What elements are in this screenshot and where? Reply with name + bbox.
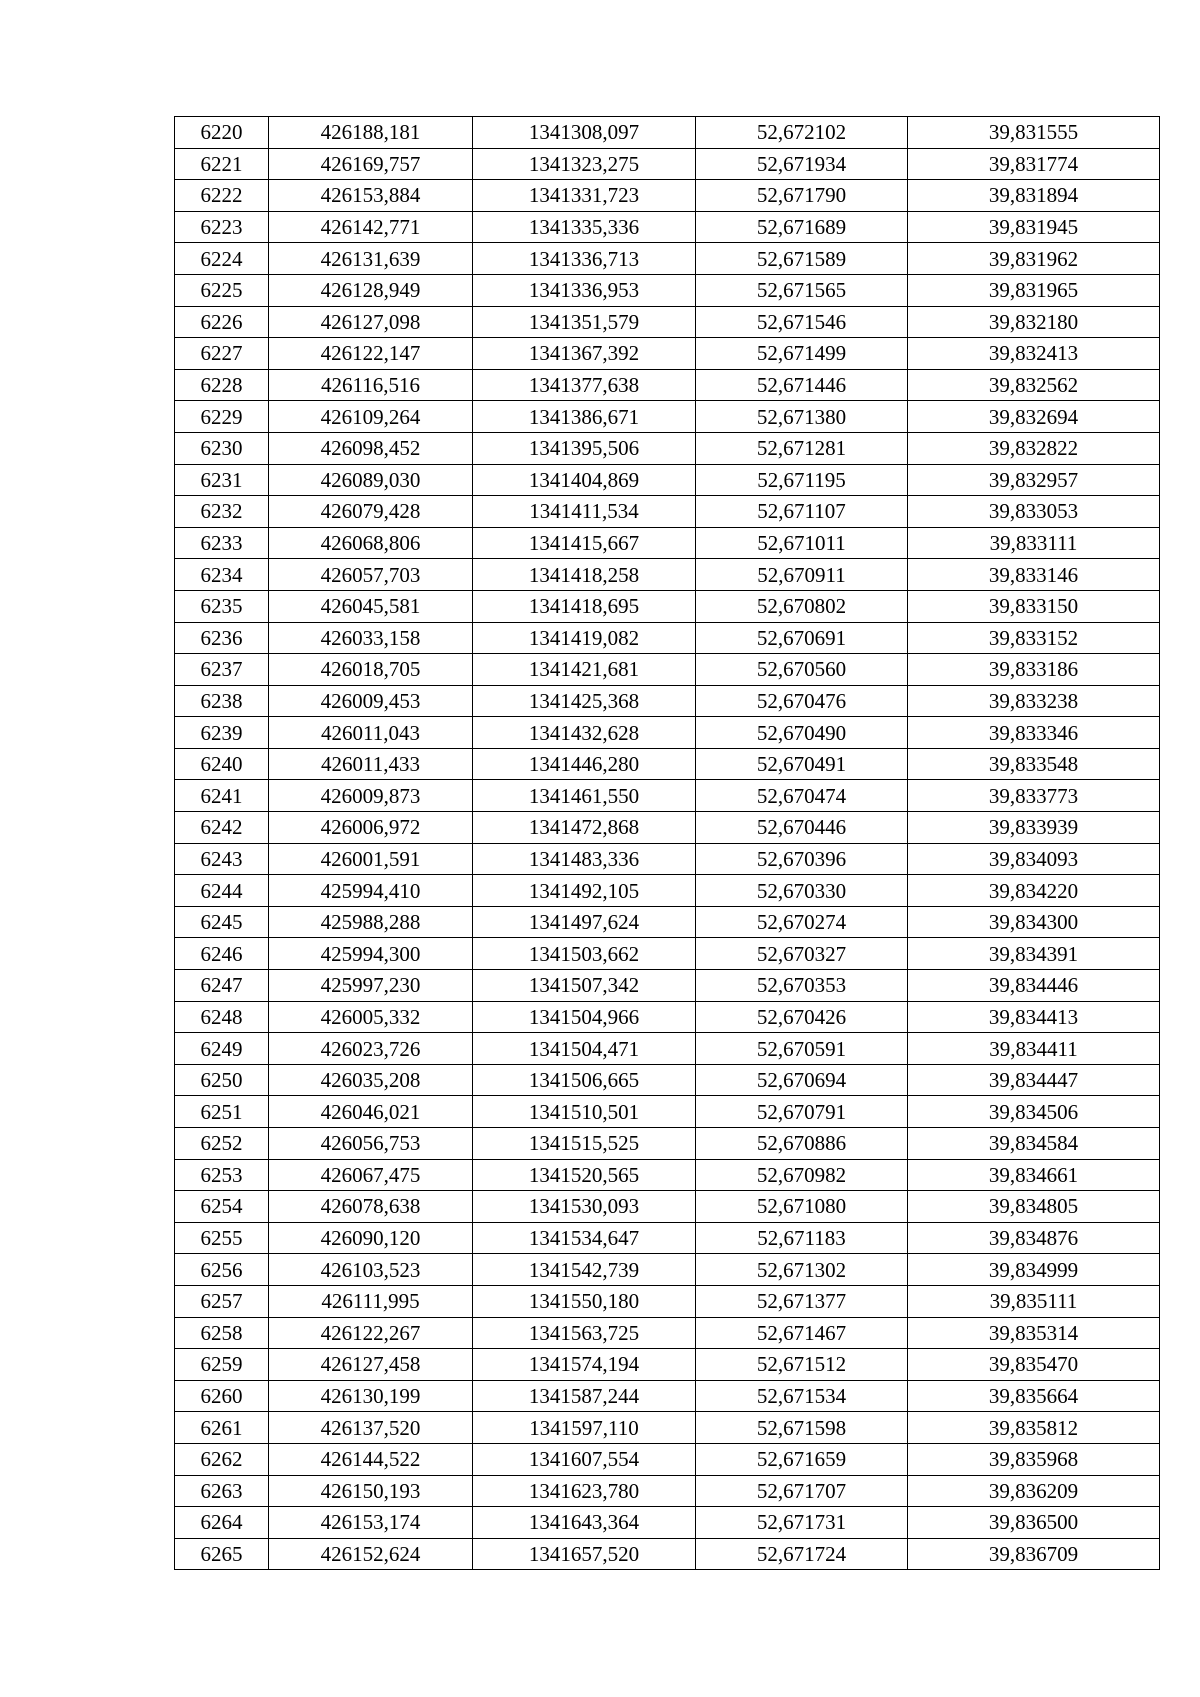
x-coordinate-cell: 426127,458: [269, 1349, 473, 1381]
x-coordinate-cell: 426122,147: [269, 338, 473, 370]
latitude-cell: 52,671707: [696, 1475, 908, 1507]
latitude-cell: 52,671689: [696, 211, 908, 243]
table-row: [175, 1096, 1160, 1128]
point-number-cell: 6256: [175, 1254, 269, 1286]
point-number-cell: 6262: [175, 1443, 269, 1475]
table-row: [175, 306, 1160, 338]
longitude-cell: 39,831894: [908, 180, 1160, 212]
table-row: [175, 622, 1160, 654]
longitude-cell: 39,835664: [908, 1380, 1160, 1412]
longitude-cell: 39,834411: [908, 1033, 1160, 1065]
x-coordinate-cell: 426057,703: [269, 559, 473, 591]
y-coordinate-cell: 1341351,579: [473, 306, 696, 338]
x-coordinate-cell: 426079,428: [269, 496, 473, 528]
table-row: [175, 1001, 1160, 1033]
table-row: [175, 1254, 1160, 1286]
y-coordinate-cell: 1341461,550: [473, 780, 696, 812]
latitude-cell: 52,670476: [696, 685, 908, 717]
y-coordinate-cell: 1341530,093: [473, 1191, 696, 1223]
table-row: [175, 1128, 1160, 1160]
x-coordinate-cell: 426169,757: [269, 148, 473, 180]
point-number-cell: 6261: [175, 1412, 269, 1444]
y-coordinate-cell: 1341497,624: [473, 906, 696, 938]
y-coordinate-cell: 1341472,868: [473, 812, 696, 844]
x-coordinate-cell: 426001,591: [269, 843, 473, 875]
x-coordinate-cell: 426078,638: [269, 1191, 473, 1223]
latitude-cell: 52,671589: [696, 243, 908, 275]
latitude-cell: 52,670396: [696, 843, 908, 875]
x-coordinate-cell: 426023,726: [269, 1033, 473, 1065]
y-coordinate-cell: 1341504,471: [473, 1033, 696, 1065]
longitude-cell: 39,831962: [908, 243, 1160, 275]
table-row: [175, 938, 1160, 970]
x-coordinate-cell: 426152,624: [269, 1538, 473, 1570]
table-row: [175, 1222, 1160, 1254]
table-row: [175, 338, 1160, 370]
point-number-cell: 6259: [175, 1349, 269, 1381]
table-row: [175, 685, 1160, 717]
table-row: [175, 496, 1160, 528]
y-coordinate-cell: 1341483,336: [473, 843, 696, 875]
x-coordinate-cell: 426127,098: [269, 306, 473, 338]
x-coordinate-cell: 426018,705: [269, 654, 473, 686]
x-coordinate-cell: 426122,267: [269, 1317, 473, 1349]
latitude-cell: 52,670426: [696, 1001, 908, 1033]
y-coordinate-cell: 1341418,258: [473, 559, 696, 591]
latitude-cell: 52,670274: [696, 906, 908, 938]
latitude-cell: 52,671380: [696, 401, 908, 433]
x-coordinate-cell: 426137,520: [269, 1412, 473, 1444]
table-row: [175, 1064, 1160, 1096]
latitude-cell: 52,671080: [696, 1191, 908, 1223]
x-coordinate-cell: 426011,433: [269, 748, 473, 780]
table-row: [175, 812, 1160, 844]
longitude-cell: 39,834584: [908, 1128, 1160, 1160]
table-row: [175, 654, 1160, 686]
longitude-cell: 39,833111: [908, 527, 1160, 559]
table-row: [175, 1191, 1160, 1223]
coordinates-table: [174, 116, 1160, 1570]
table-row: [175, 243, 1160, 275]
table-row: [175, 843, 1160, 875]
x-coordinate-cell: 426144,522: [269, 1443, 473, 1475]
latitude-cell: 52,670327: [696, 938, 908, 970]
point-number-cell: 6233: [175, 527, 269, 559]
x-coordinate-cell: 426111,995: [269, 1285, 473, 1317]
y-coordinate-cell: 1341504,966: [473, 1001, 696, 1033]
longitude-cell: 39,832694: [908, 401, 1160, 433]
table-row: [175, 211, 1160, 243]
point-number-cell: 6244: [175, 875, 269, 907]
x-coordinate-cell: 426005,332: [269, 1001, 473, 1033]
table-row: [175, 1475, 1160, 1507]
longitude-cell: 39,832180: [908, 306, 1160, 338]
point-number-cell: 6234: [175, 559, 269, 591]
y-coordinate-cell: 1341507,342: [473, 970, 696, 1002]
latitude-cell: 52,670490: [696, 717, 908, 749]
table-row: [175, 717, 1160, 749]
latitude-cell: 52,670886: [696, 1128, 908, 1160]
x-coordinate-cell: 426153,884: [269, 180, 473, 212]
x-coordinate-cell: 425988,288: [269, 906, 473, 938]
point-number-cell: 6253: [175, 1159, 269, 1191]
latitude-cell: 52,670911: [696, 559, 908, 591]
point-number-cell: 6220: [175, 117, 269, 149]
longitude-cell: 39,831965: [908, 274, 1160, 306]
coordinates-table-body: [175, 117, 1160, 1570]
latitude-cell: 52,671377: [696, 1285, 908, 1317]
y-coordinate-cell: 1341432,628: [473, 717, 696, 749]
x-coordinate-cell: 425994,300: [269, 938, 473, 970]
longitude-cell: 39,834300: [908, 906, 1160, 938]
longitude-cell: 39,835111: [908, 1285, 1160, 1317]
y-coordinate-cell: 1341367,392: [473, 338, 696, 370]
y-coordinate-cell: 1341446,280: [473, 748, 696, 780]
table-row: [175, 1412, 1160, 1444]
point-number-cell: 6251: [175, 1096, 269, 1128]
y-coordinate-cell: 1341377,638: [473, 369, 696, 401]
x-coordinate-cell: 426150,193: [269, 1475, 473, 1507]
y-coordinate-cell: 1341550,180: [473, 1285, 696, 1317]
longitude-cell: 39,833053: [908, 496, 1160, 528]
latitude-cell: 52,671565: [696, 274, 908, 306]
longitude-cell: 39,833773: [908, 780, 1160, 812]
table-row: [175, 1538, 1160, 1570]
y-coordinate-cell: 1341534,647: [473, 1222, 696, 1254]
point-number-cell: 6230: [175, 432, 269, 464]
longitude-cell: 39,836209: [908, 1475, 1160, 1507]
point-number-cell: 6241: [175, 780, 269, 812]
longitude-cell: 39,832957: [908, 464, 1160, 496]
table-row: [175, 1285, 1160, 1317]
y-coordinate-cell: 1341506,665: [473, 1064, 696, 1096]
y-coordinate-cell: 1341386,671: [473, 401, 696, 433]
latitude-cell: 52,671011: [696, 527, 908, 559]
y-coordinate-cell: 1341587,244: [473, 1380, 696, 1412]
table-row: [175, 432, 1160, 464]
y-coordinate-cell: 1341419,082: [473, 622, 696, 654]
table-row: [175, 1380, 1160, 1412]
point-number-cell: 6264: [175, 1507, 269, 1539]
point-number-cell: 6248: [175, 1001, 269, 1033]
latitude-cell: 52,671598: [696, 1412, 908, 1444]
longitude-cell: 39,832822: [908, 432, 1160, 464]
table-row: [175, 1443, 1160, 1475]
point-number-cell: 6263: [175, 1475, 269, 1507]
y-coordinate-cell: 1341335,336: [473, 211, 696, 243]
y-coordinate-cell: 1341415,667: [473, 527, 696, 559]
y-coordinate-cell: 1341404,869: [473, 464, 696, 496]
table-row: [175, 1507, 1160, 1539]
point-number-cell: 6239: [175, 717, 269, 749]
table-row: [175, 780, 1160, 812]
y-coordinate-cell: 1341336,953: [473, 274, 696, 306]
latitude-cell: 52,671731: [696, 1507, 908, 1539]
latitude-cell: 52,670491: [696, 748, 908, 780]
latitude-cell: 52,670791: [696, 1096, 908, 1128]
x-coordinate-cell: 426089,030: [269, 464, 473, 496]
latitude-cell: 52,671195: [696, 464, 908, 496]
point-number-cell: 6222: [175, 180, 269, 212]
y-coordinate-cell: 1341607,554: [473, 1443, 696, 1475]
latitude-cell: 52,670474: [696, 780, 908, 812]
table-row: [175, 590, 1160, 622]
point-number-cell: 6245: [175, 906, 269, 938]
point-number-cell: 6226: [175, 306, 269, 338]
longitude-cell: 39,834999: [908, 1254, 1160, 1286]
latitude-cell: 52,672102: [696, 117, 908, 149]
x-coordinate-cell: 426068,806: [269, 527, 473, 559]
longitude-cell: 39,834093: [908, 843, 1160, 875]
y-coordinate-cell: 1341623,780: [473, 1475, 696, 1507]
y-coordinate-cell: 1341542,739: [473, 1254, 696, 1286]
point-number-cell: 6227: [175, 338, 269, 370]
table-row: [175, 559, 1160, 591]
latitude-cell: 52,671534: [696, 1380, 908, 1412]
y-coordinate-cell: 1341395,506: [473, 432, 696, 464]
latitude-cell: 52,671546: [696, 306, 908, 338]
point-number-cell: 6232: [175, 496, 269, 528]
x-coordinate-cell: 426046,021: [269, 1096, 473, 1128]
point-number-cell: 6225: [175, 274, 269, 306]
latitude-cell: 52,670694: [696, 1064, 908, 1096]
point-number-cell: 6249: [175, 1033, 269, 1065]
y-coordinate-cell: 1341515,525: [473, 1128, 696, 1160]
table-row: [175, 180, 1160, 212]
longitude-cell: 39,833186: [908, 654, 1160, 686]
point-number-cell: 6221: [175, 148, 269, 180]
x-coordinate-cell: 426103,523: [269, 1254, 473, 1286]
x-coordinate-cell: 426128,949: [269, 274, 473, 306]
x-coordinate-cell: 426009,453: [269, 685, 473, 717]
longitude-cell: 39,831555: [908, 117, 1160, 149]
latitude-cell: 52,671934: [696, 148, 908, 180]
x-coordinate-cell: 425997,230: [269, 970, 473, 1002]
y-coordinate-cell: 1341574,194: [473, 1349, 696, 1381]
y-coordinate-cell: 1341503,662: [473, 938, 696, 970]
point-number-cell: 6258: [175, 1317, 269, 1349]
x-coordinate-cell: 426011,043: [269, 717, 473, 749]
point-number-cell: 6246: [175, 938, 269, 970]
latitude-cell: 52,671659: [696, 1443, 908, 1475]
longitude-cell: 39,834661: [908, 1159, 1160, 1191]
point-number-cell: 6243: [175, 843, 269, 875]
longitude-cell: 39,835968: [908, 1443, 1160, 1475]
latitude-cell: 52,670982: [696, 1159, 908, 1191]
y-coordinate-cell: 1341308,097: [473, 117, 696, 149]
point-number-cell: 6224: [175, 243, 269, 275]
y-coordinate-cell: 1341425,368: [473, 685, 696, 717]
x-coordinate-cell: 426098,452: [269, 432, 473, 464]
longitude-cell: 39,832562: [908, 369, 1160, 401]
table-row: [175, 527, 1160, 559]
y-coordinate-cell: 1341421,681: [473, 654, 696, 686]
longitude-cell: 39,833152: [908, 622, 1160, 654]
longitude-cell: 39,834447: [908, 1064, 1160, 1096]
point-number-cell: 6235: [175, 590, 269, 622]
x-coordinate-cell: 426130,199: [269, 1380, 473, 1412]
x-coordinate-cell: 426090,120: [269, 1222, 473, 1254]
x-coordinate-cell: 426142,771: [269, 211, 473, 243]
y-coordinate-cell: 1341411,534: [473, 496, 696, 528]
longitude-cell: 39,835314: [908, 1317, 1160, 1349]
table-row: [175, 1033, 1160, 1065]
longitude-cell: 39,833146: [908, 559, 1160, 591]
latitude-cell: 52,670691: [696, 622, 908, 654]
point-number-cell: 6229: [175, 401, 269, 433]
latitude-cell: 52,671446: [696, 369, 908, 401]
longitude-cell: 39,834805: [908, 1191, 1160, 1223]
longitude-cell: 39,834446: [908, 970, 1160, 1002]
point-number-cell: 6255: [175, 1222, 269, 1254]
latitude-cell: 52,670802: [696, 590, 908, 622]
x-coordinate-cell: 426035,208: [269, 1064, 473, 1096]
point-number-cell: 6242: [175, 812, 269, 844]
x-coordinate-cell: 426056,753: [269, 1128, 473, 1160]
longitude-cell: 39,834220: [908, 875, 1160, 907]
latitude-cell: 52,671107: [696, 496, 908, 528]
point-number-cell: 6238: [175, 685, 269, 717]
table-row: [175, 1349, 1160, 1381]
y-coordinate-cell: 1341643,364: [473, 1507, 696, 1539]
table-row: [175, 148, 1160, 180]
latitude-cell: 52,671499: [696, 338, 908, 370]
point-number-cell: 6252: [175, 1128, 269, 1160]
table-row: [175, 274, 1160, 306]
x-coordinate-cell: 426153,174: [269, 1507, 473, 1539]
x-coordinate-cell: 425994,410: [269, 875, 473, 907]
latitude-cell: 52,671790: [696, 180, 908, 212]
y-coordinate-cell: 1341510,501: [473, 1096, 696, 1128]
latitude-cell: 52,671302: [696, 1254, 908, 1286]
longitude-cell: 39,834391: [908, 938, 1160, 970]
latitude-cell: 52,670560: [696, 654, 908, 686]
y-coordinate-cell: 1341331,723: [473, 180, 696, 212]
y-coordinate-cell: 1341323,275: [473, 148, 696, 180]
longitude-cell: 39,832413: [908, 338, 1160, 370]
point-number-cell: 6237: [175, 654, 269, 686]
longitude-cell: 39,836709: [908, 1538, 1160, 1570]
table-row: [175, 464, 1160, 496]
x-coordinate-cell: 426045,581: [269, 590, 473, 622]
point-number-cell: 6247: [175, 970, 269, 1002]
longitude-cell: 39,834506: [908, 1096, 1160, 1128]
table-row: [175, 970, 1160, 1002]
longitude-cell: 39,835812: [908, 1412, 1160, 1444]
point-number-cell: 6231: [175, 464, 269, 496]
longitude-cell: 39,831945: [908, 211, 1160, 243]
x-coordinate-cell: 426006,972: [269, 812, 473, 844]
table-row: [175, 1159, 1160, 1191]
longitude-cell: 39,836500: [908, 1507, 1160, 1539]
latitude-cell: 52,671467: [696, 1317, 908, 1349]
latitude-cell: 52,671512: [696, 1349, 908, 1381]
table-row: [175, 1317, 1160, 1349]
table-row: [175, 875, 1160, 907]
longitude-cell: 39,833238: [908, 685, 1160, 717]
point-number-cell: 6223: [175, 211, 269, 243]
longitude-cell: 39,834413: [908, 1001, 1160, 1033]
point-number-cell: 6257: [175, 1285, 269, 1317]
y-coordinate-cell: 1341657,520: [473, 1538, 696, 1570]
longitude-cell: 39,831774: [908, 148, 1160, 180]
latitude-cell: 52,670591: [696, 1033, 908, 1065]
x-coordinate-cell: 426116,516: [269, 369, 473, 401]
x-coordinate-cell: 426131,639: [269, 243, 473, 275]
y-coordinate-cell: 1341563,725: [473, 1317, 696, 1349]
point-number-cell: 6260: [175, 1380, 269, 1412]
x-coordinate-cell: 426033,158: [269, 622, 473, 654]
x-coordinate-cell: 426009,873: [269, 780, 473, 812]
latitude-cell: 52,671281: [696, 432, 908, 464]
y-coordinate-cell: 1341492,105: [473, 875, 696, 907]
table-row: [175, 401, 1160, 433]
y-coordinate-cell: 1341336,713: [473, 243, 696, 275]
table-row: [175, 369, 1160, 401]
longitude-cell: 39,835470: [908, 1349, 1160, 1381]
x-coordinate-cell: 426067,475: [269, 1159, 473, 1191]
table-row: [175, 906, 1160, 938]
point-number-cell: 6240: [175, 748, 269, 780]
y-coordinate-cell: 1341597,110: [473, 1412, 696, 1444]
longitude-cell: 39,833346: [908, 717, 1160, 749]
longitude-cell: 39,834876: [908, 1222, 1160, 1254]
y-coordinate-cell: 1341520,565: [473, 1159, 696, 1191]
latitude-cell: 52,670353: [696, 970, 908, 1002]
longitude-cell: 39,833939: [908, 812, 1160, 844]
latitude-cell: 52,670446: [696, 812, 908, 844]
latitude-cell: 52,671183: [696, 1222, 908, 1254]
point-number-cell: 6250: [175, 1064, 269, 1096]
latitude-cell: 52,671724: [696, 1538, 908, 1570]
point-number-cell: 6228: [175, 369, 269, 401]
point-number-cell: 6236: [175, 622, 269, 654]
point-number-cell: 6254: [175, 1191, 269, 1223]
latitude-cell: 52,670330: [696, 875, 908, 907]
y-coordinate-cell: 1341418,695: [473, 590, 696, 622]
table-row: [175, 748, 1160, 780]
table-row: [175, 117, 1160, 149]
longitude-cell: 39,833548: [908, 748, 1160, 780]
x-coordinate-cell: 426109,264: [269, 401, 473, 433]
point-number-cell: 6265: [175, 1538, 269, 1570]
x-coordinate-cell: 426188,181: [269, 117, 473, 149]
longitude-cell: 39,833150: [908, 590, 1160, 622]
